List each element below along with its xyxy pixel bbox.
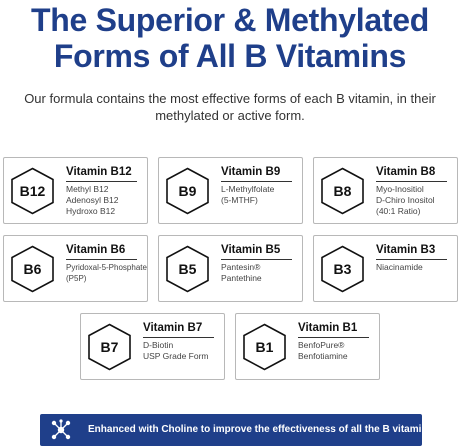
form-item: Niacinamide [376, 262, 423, 272]
form-item: Benfotiamine [298, 351, 348, 361]
vitamin-name: Vitamin B5 [221, 244, 281, 256]
form-item: (P5P) [66, 274, 87, 283]
vitamin-badge: B6 [23, 261, 42, 277]
divider [221, 181, 292, 182]
hexagon-icon [320, 167, 365, 215]
vitamin-name: Vitamin B7 [143, 322, 203, 334]
hexagon-icon [10, 245, 55, 293]
form-item: Pantethine [221, 273, 262, 283]
form-item: Hydroxo B12 [66, 206, 116, 216]
divider [66, 259, 137, 260]
form-item: BenfoPure® [298, 340, 345, 350]
form-item: Pantesin® [221, 262, 261, 272]
form-item: Myo-Inositiol [376, 184, 424, 194]
vitamin-badge: B7 [100, 339, 119, 355]
vitamin-forms [221, 262, 303, 284]
vitamin-badge: B9 [178, 183, 197, 199]
vitamin-forms [376, 262, 458, 273]
vitamin-card-b7 [80, 313, 225, 380]
form-item: Pyridoxal-5-Phosphate [66, 263, 147, 272]
vitamin-forms [298, 340, 380, 362]
form-item: USP Grade Form [143, 351, 209, 361]
form-item: Adenosyl B12 [66, 195, 119, 205]
vitamin-name: Vitamin B3 [376, 244, 436, 256]
vitamin-card-b1 [235, 313, 380, 380]
vitamin-forms [143, 340, 225, 362]
divider [376, 259, 447, 260]
form-item: L-Methylfolate [221, 184, 275, 194]
form-item: D-Biotin [143, 340, 174, 350]
vitamin-name: Vitamin B9 [221, 166, 281, 178]
hexagon-icon [165, 167, 210, 215]
vitamin-name: Vitamin B12 [66, 166, 132, 178]
vitamin-card-b8 [313, 157, 458, 224]
vitamin-forms [66, 184, 148, 217]
vitamin-name: Vitamin B8 [376, 166, 436, 178]
banner-text: Enhanced with Choline to improve the effectiveness of all the B vitamins. [88, 424, 436, 435]
divider [221, 259, 292, 260]
page-title-line-1: The Superior & Methylated [31, 2, 429, 38]
vitamin-name: Vitamin B6 [66, 244, 126, 256]
form-item: D-Chiro Inositol [376, 195, 435, 205]
divider [298, 337, 369, 338]
vitamin-card-b3 [313, 235, 458, 302]
molecule-icon [50, 419, 72, 441]
vitamin-card-b9 [158, 157, 303, 224]
choline-banner [40, 414, 436, 446]
vitamin-forms [66, 262, 148, 284]
intro-text-line-2: methylated or active form. [155, 108, 305, 123]
vitamin-badge: B8 [333, 183, 352, 199]
intro-text-line-1: Our formula contains the most effective forms of each B vitamin, in their [24, 91, 436, 106]
intro-text [20, 90, 440, 124]
vitamin-card-b5 [158, 235, 303, 302]
form-item: (5-MTHF) [221, 195, 258, 205]
vitamin-card-b6 [3, 235, 148, 302]
vitamin-badge: B5 [178, 261, 197, 277]
vitamin-badge: B1 [255, 339, 274, 355]
vitamin-forms [376, 184, 458, 217]
page-title-line-2: Forms of All B Vitamins [53, 38, 407, 74]
hexagon-icon [87, 323, 132, 371]
form-item: Methyl B12 [66, 184, 109, 194]
vitamin-forms [221, 184, 303, 206]
vitamin-name: Vitamin B1 [298, 322, 358, 334]
vitamin-card-b12 [3, 157, 148, 224]
divider [143, 337, 214, 338]
vitamin-badge: B12 [19, 183, 46, 199]
hexagon-icon [10, 167, 55, 215]
hexagon-icon [242, 323, 287, 371]
vitamin-badge: B3 [333, 261, 352, 277]
divider [376, 181, 447, 182]
hexagon-icon [165, 245, 210, 293]
form-item: (40:1 Ratio) [376, 206, 421, 216]
hexagon-icon [320, 245, 365, 293]
divider [66, 181, 137, 182]
